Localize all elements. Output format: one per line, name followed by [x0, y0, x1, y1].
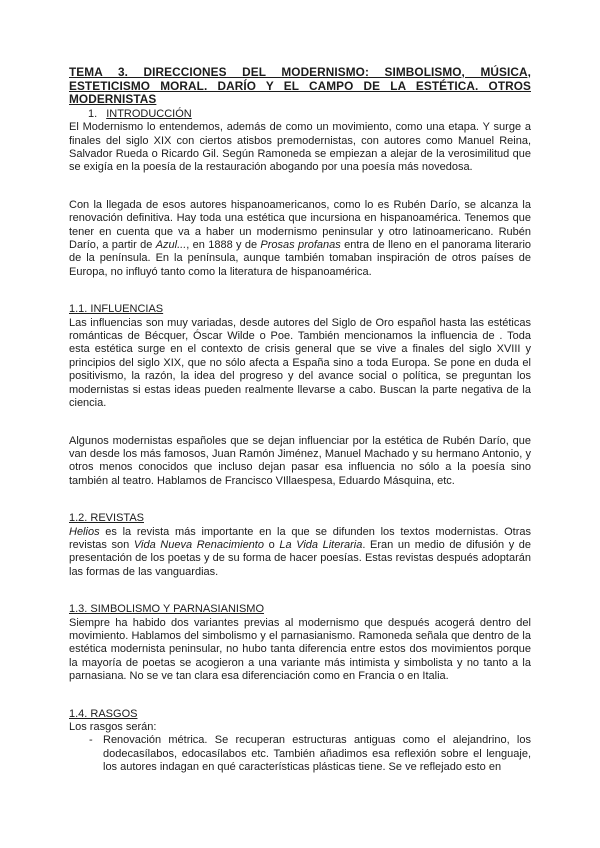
paragraph [69, 721, 531, 734]
italic-text-run: Azul... [155, 239, 187, 252]
italic-text-run: Helios [69, 525, 100, 538]
section-heading: 1.2. REVISTAS [69, 512, 144, 525]
text-run: El Modernismo lo entendemos, además de como un movimiento, como una etapa. Y surge a finales del siglo XIX con ciertos atisbos premodernistas, con autores como Manuel Reina, Salvador Rueda o Ricardo Gil. Según Ramoneda se empiezan a alejar de la verosimilitud que se exigía en la poesía de la restauración abogando por una poesía más novedosa. [69, 121, 531, 174]
text-run: Con la llegada de esos autores hispanoamericanos, como lo es Rubén Darío, se alcanza la renovación definitiva. Hay toda una estética que incursiona en hispanoamérica. Tenemos que tener en cuenta que va a haber un modernismo peninsular y otro latinoamericano. Rubén Darío, a partir de [69, 198, 531, 252]
section-number: 1. [88, 107, 98, 120]
list-item-text [103, 734, 531, 773]
section-heading: 1.1. INFLUENCIAS [69, 303, 164, 316]
text-run: Siempre ha habido dos variantes previas al modernismo que después acogerá dentro del movimiento. Hablamos del simbolismo y el parnasianismo. Ramoneda señala que dentro de la estética modernista peninsular, no hubo tanta diferencia entre estos dos movimientos porque la mayoría de poetas se acogieron a una variante más intimista y simbolista y no tanto a la parnasiana. No se ve tan clara esa diferenciación como en Francia o en Italia. [69, 616, 531, 683]
text-run: o [263, 538, 280, 551]
section-numbered-heading [69, 108, 531, 121]
list-item [69, 734, 531, 774]
list-bullet-dash: - [89, 734, 93, 747]
italic-text-run: Prosas profanas [260, 239, 341, 252]
paragraph [69, 617, 531, 684]
text-run: . Eran un medio de difusión y de presentación de los poetas y de su forma de hacer poesías. Estas revistas después adoptarán las formas de las vanguardias. [69, 538, 532, 578]
paragraph [69, 121, 531, 175]
text-run: , en 1888 y de [186, 239, 261, 252]
text-run: entra de lleno en el panorama literario de la península. En la península, aunque también tomaban inspiración de otros países de Europa, no influyó tanto como la literatura de hispanoamérica. [69, 239, 532, 278]
italic-text-run: La Vida Literaria [279, 538, 363, 551]
paragraph [69, 317, 531, 411]
text-run: Algunos modernistas españoles que se dejan influenciar por la estética de Rubén Darío, que van desde los más famosos, Juan Ramón Jiménez, Manuel Machado y su hermano Antonio, y otros menos conocidos que incluso dejan pasar esa influencia no sólo a la poesía sino también al teatro. Hablamos de Francisco VIllaespesa, Eduardo Másquina, etc. [69, 434, 531, 487]
text-run: Renovación métrica. Se recuperan estructuras antiguas como el alejandrino, los dodecasílabos, edocasílabos etc. También añadimos esa reflexión sobre el lenguaje, los autores indagan en qué características plásticas tiene. Se ve reflejado esto en [103, 734, 531, 774]
paragraph [69, 526, 531, 580]
text-run: Las influencias son muy variadas, desde autores del Siglo de Oro español hasta las estéticas románticas de Bécquer, Óscar Wilde o Poe. También mencionamos la influencia de . Toda esta estética surge en el contexto de crisis general que se vive a finales del siglo XVIII y principios del siglo XIX, que no sólo afecta a España sino a toda Europa. Se pone en duda el positivismo, la razón, la idea del progreso y del avance social o política, se preguntan los modernistas si estas ideas pueden realmente llevarse a cabo. Buscan la parte negativa de la ciencia. [69, 316, 531, 410]
paragraph [69, 199, 531, 279]
italic-text-run: Vida Nueva Renacimiento [133, 538, 264, 551]
section-heading: 1.3. SIMBOLISMO Y PARNASIANISMO [69, 603, 265, 616]
document-content [69, 66, 531, 775]
document-title: TEMA 3. DIRECCIONES DEL MODERNISMO: SIMBOLISMO, MÚSICA, ESTETICISMO MORAL. DARÍO Y EL CAMPO DE LA ESTÉTICA. OTROS MODERNISTAS [69, 65, 531, 107]
text-run: es la revista más importante en la que se difunden los textos modernistas. Otras revistas son [69, 525, 531, 551]
paragraph [69, 435, 531, 489]
section-heading-label: INTRODUCCIÓN [106, 107, 192, 120]
section-heading: 1.4. RASGOS [69, 707, 138, 720]
text-run: Los rasgos serán: [69, 721, 157, 733]
